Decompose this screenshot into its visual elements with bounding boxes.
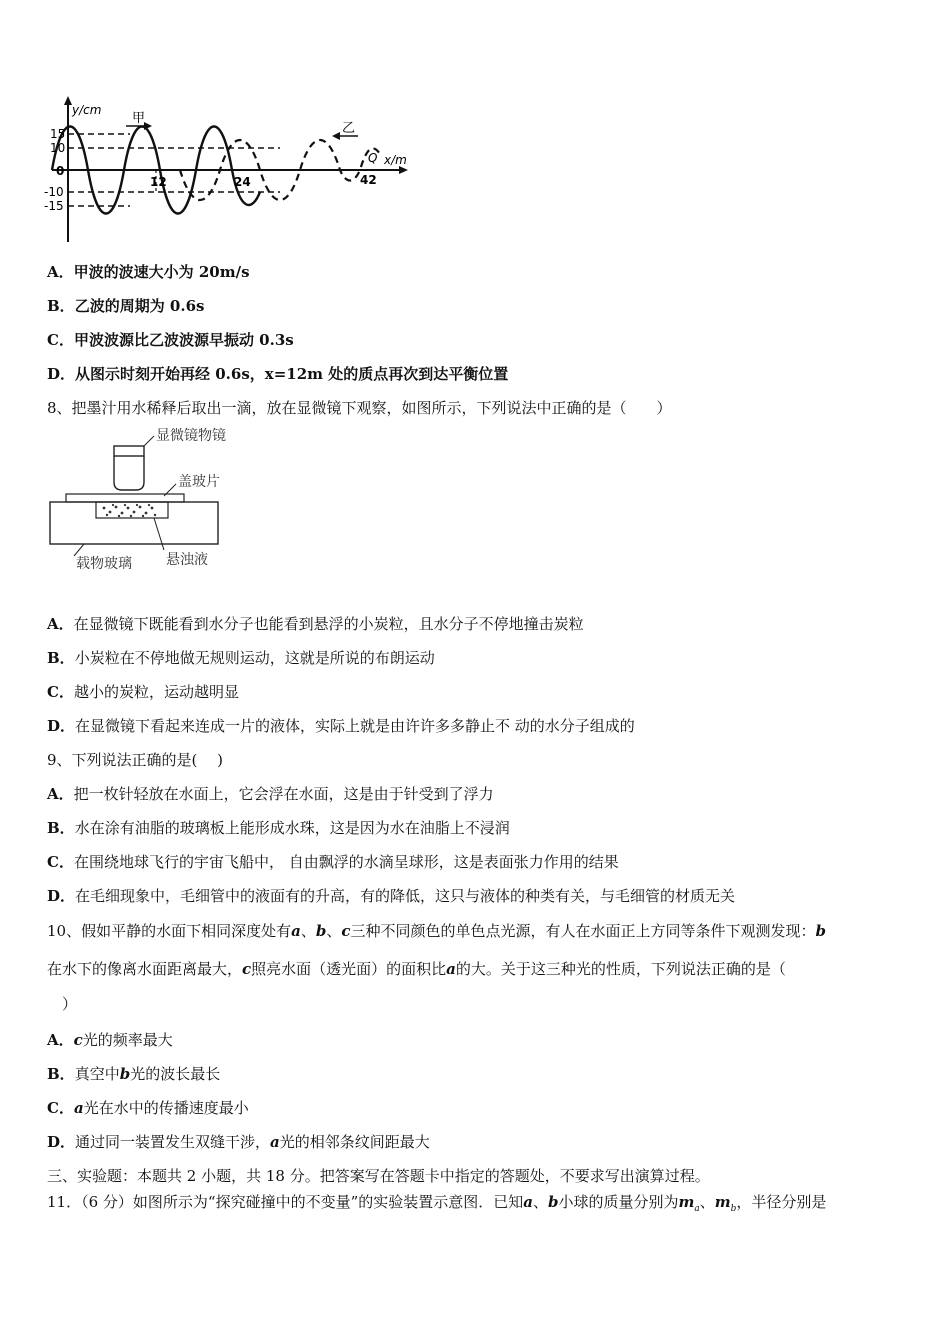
x-tick-42: 42 xyxy=(360,173,377,187)
var-a: a xyxy=(523,1193,533,1211)
var-m: m xyxy=(714,1193,731,1211)
text: 三种不同颜色的单色点光源，有人在水面正上方同等条件下观测发现： xyxy=(350,922,816,940)
q9-stem: 9、下列说法正确的是( ) xyxy=(47,751,224,769)
y-tick-10: 10 xyxy=(50,141,66,155)
q9-option-b xyxy=(47,818,510,838)
q9-option-a xyxy=(47,784,494,804)
option-letter: B． xyxy=(47,297,75,315)
text: 、 xyxy=(532,1193,548,1211)
y-tick-15: 15 xyxy=(50,127,66,141)
option-text: 越小的炭粒，运动越明显 xyxy=(73,683,239,701)
text: 、 xyxy=(326,922,342,940)
slide-label: 载物玻璃 xyxy=(76,556,132,572)
q8-option-d xyxy=(47,716,635,736)
option-letter: B． xyxy=(47,1065,75,1083)
cover-label: 盖玻片 xyxy=(178,474,220,490)
y-tick-0: 0 xyxy=(56,164,65,178)
q8-option-a xyxy=(47,614,584,634)
q11-stem xyxy=(47,1192,826,1219)
subscript: b xyxy=(730,1204,737,1214)
text: 在水下的像离水面距离最大， xyxy=(47,960,243,978)
option-letter: C． xyxy=(47,853,74,871)
option-text: 乙波的周期为 0.6s xyxy=(74,297,205,315)
wave-b-label: 乙 xyxy=(342,121,356,136)
suspension-particles xyxy=(103,504,157,517)
option-letter: A． xyxy=(47,1031,74,1049)
x-tick-24: 24 xyxy=(234,175,251,189)
var-c: c xyxy=(242,960,252,978)
option-text: 通过同一装置发生双缝干涉， xyxy=(75,1133,271,1151)
q8-stem: 8、把墨汁用水稀释后取出一滴，放在显微镜下观察，如图所示，下列说法中正确的是（ ） xyxy=(47,399,672,417)
section-3-heading: 三、实验题：本题共 2 小题，共 18 分。把答案写在答题卡中指定的答题处，不要求写出演算过程。 xyxy=(47,1167,710,1185)
var-b: b xyxy=(548,1193,559,1211)
var-m: m xyxy=(678,1193,695,1211)
q7-option-b xyxy=(47,296,204,316)
option-letter: B． xyxy=(47,649,75,667)
option-text: 光的波长最长 xyxy=(130,1065,221,1083)
q7-option-a xyxy=(47,262,250,282)
text: 11．（6 分）如图所示为“探究碰撞中的不变量”的实验装置示意图．已知 xyxy=(47,1193,524,1211)
q10-option-a xyxy=(47,1030,173,1050)
option-text: 在毛细现象中，毛细管中的液面有的升高，有的降低，这只与液体的种类有关，与毛细管的材质无关 xyxy=(75,887,736,905)
suspension-label: 悬浊液 xyxy=(166,552,208,568)
text: 小球的质量分别为 xyxy=(558,1193,679,1211)
point-q-label: Q xyxy=(368,151,378,165)
x-axis-label: x/m xyxy=(384,153,407,167)
q7-option-c xyxy=(47,330,294,350)
option-text: 光的相邻条纹间距最大 xyxy=(279,1133,430,1151)
q10-option-b xyxy=(47,1064,220,1084)
var-a: a xyxy=(291,922,301,940)
q7-option-d xyxy=(47,364,508,384)
q8-option-c xyxy=(47,682,239,702)
y-tick-neg10: -10 xyxy=(44,185,64,199)
y-tick-neg15: -15 xyxy=(44,199,64,213)
x-axis-arrow xyxy=(399,166,408,174)
option-letter: D． xyxy=(47,1133,76,1151)
option-text: 光的频率最大 xyxy=(82,1031,173,1049)
option-letter: D． xyxy=(47,887,76,905)
option-text: 从图示时刻开始再经 0.6s，x=12m 处的质点再次到达平衡位置 xyxy=(75,365,509,383)
q10-stem-line2 xyxy=(47,959,786,979)
option-letter: A． xyxy=(47,263,74,281)
option-text: 甲波波源比乙波波源早振动 0.3s xyxy=(73,331,294,349)
q10-option-d xyxy=(47,1132,430,1152)
var: b xyxy=(119,1065,131,1083)
var-b: b xyxy=(315,922,327,940)
option-text: 在显微镜下既能看到水分子也能看到悬浮的小炭粒，且水分子不停地撞击炭粒 xyxy=(73,615,584,633)
text: 、 xyxy=(699,1193,715,1211)
text: ，半径分别是 xyxy=(736,1193,827,1211)
option-text: 甲波的波速大小为 20m/s xyxy=(73,263,250,281)
x-tick-12: 12 xyxy=(150,175,167,189)
text: 照亮水面（透光面）的面积比 xyxy=(251,960,447,978)
var-c: c xyxy=(341,922,351,940)
y-axis-arrow xyxy=(64,96,72,105)
subscript: a xyxy=(694,1204,700,1214)
option-letter: C． xyxy=(47,683,74,701)
option-letter: C． xyxy=(47,331,74,349)
option-text: 小炭粒在不停地做无规则运动，这就是所说的布朗运动 xyxy=(74,649,435,667)
microscope-figure xyxy=(44,420,274,580)
option-text: 水在涂有油脂的玻璃板上能形成水珠，这是因为水在油脂上不浸润 xyxy=(74,819,510,837)
option-letter: D． xyxy=(47,365,76,383)
option-text: 真空中 xyxy=(74,1065,120,1083)
var: c xyxy=(73,1031,83,1049)
option-text: 光在水中的传播速度最小 xyxy=(83,1099,249,1117)
q10-stem-line3: ） xyxy=(62,995,78,1013)
q9-option-d xyxy=(47,886,735,906)
q10-option-c xyxy=(47,1098,249,1118)
q8-option-b xyxy=(47,648,435,668)
y-axis-label: y/cm xyxy=(72,103,102,117)
var-b: b xyxy=(815,922,827,940)
text: 10、假如平静的水面下相同深度处有 xyxy=(47,922,292,940)
var: a xyxy=(270,1133,280,1151)
objective-label: 显微镜物镜 xyxy=(156,428,226,444)
option-text: 把一枚针轻放在水面上，它会浮在水面，这是由于针受到了浮力 xyxy=(73,785,494,803)
option-letter: A． xyxy=(47,615,74,633)
text: 的大。关于这三种光的性质，下列说法正确的是（ xyxy=(455,960,786,978)
option-letter: D． xyxy=(47,717,76,735)
var-a: a xyxy=(446,960,456,978)
option-text: 在围绕地球飞行的宇宙飞船中， 自由飘浮的水滴呈球形，这是表面张力作用的结果 xyxy=(73,853,619,871)
option-letter: A． xyxy=(47,785,74,803)
option-text: 在显微镜下看起来连成一片的液体，实际上就是由许许多多静止不 动的水分子组成的 xyxy=(75,717,635,735)
option-letter: C． xyxy=(47,1099,74,1117)
text: 、 xyxy=(300,922,316,940)
wave-figure xyxy=(40,92,420,252)
q10-stem-line1 xyxy=(47,921,826,941)
option-letter: B． xyxy=(47,819,75,837)
q9-option-c xyxy=(47,852,619,872)
wave-a-label: 甲 xyxy=(132,111,146,126)
var: a xyxy=(73,1099,84,1117)
